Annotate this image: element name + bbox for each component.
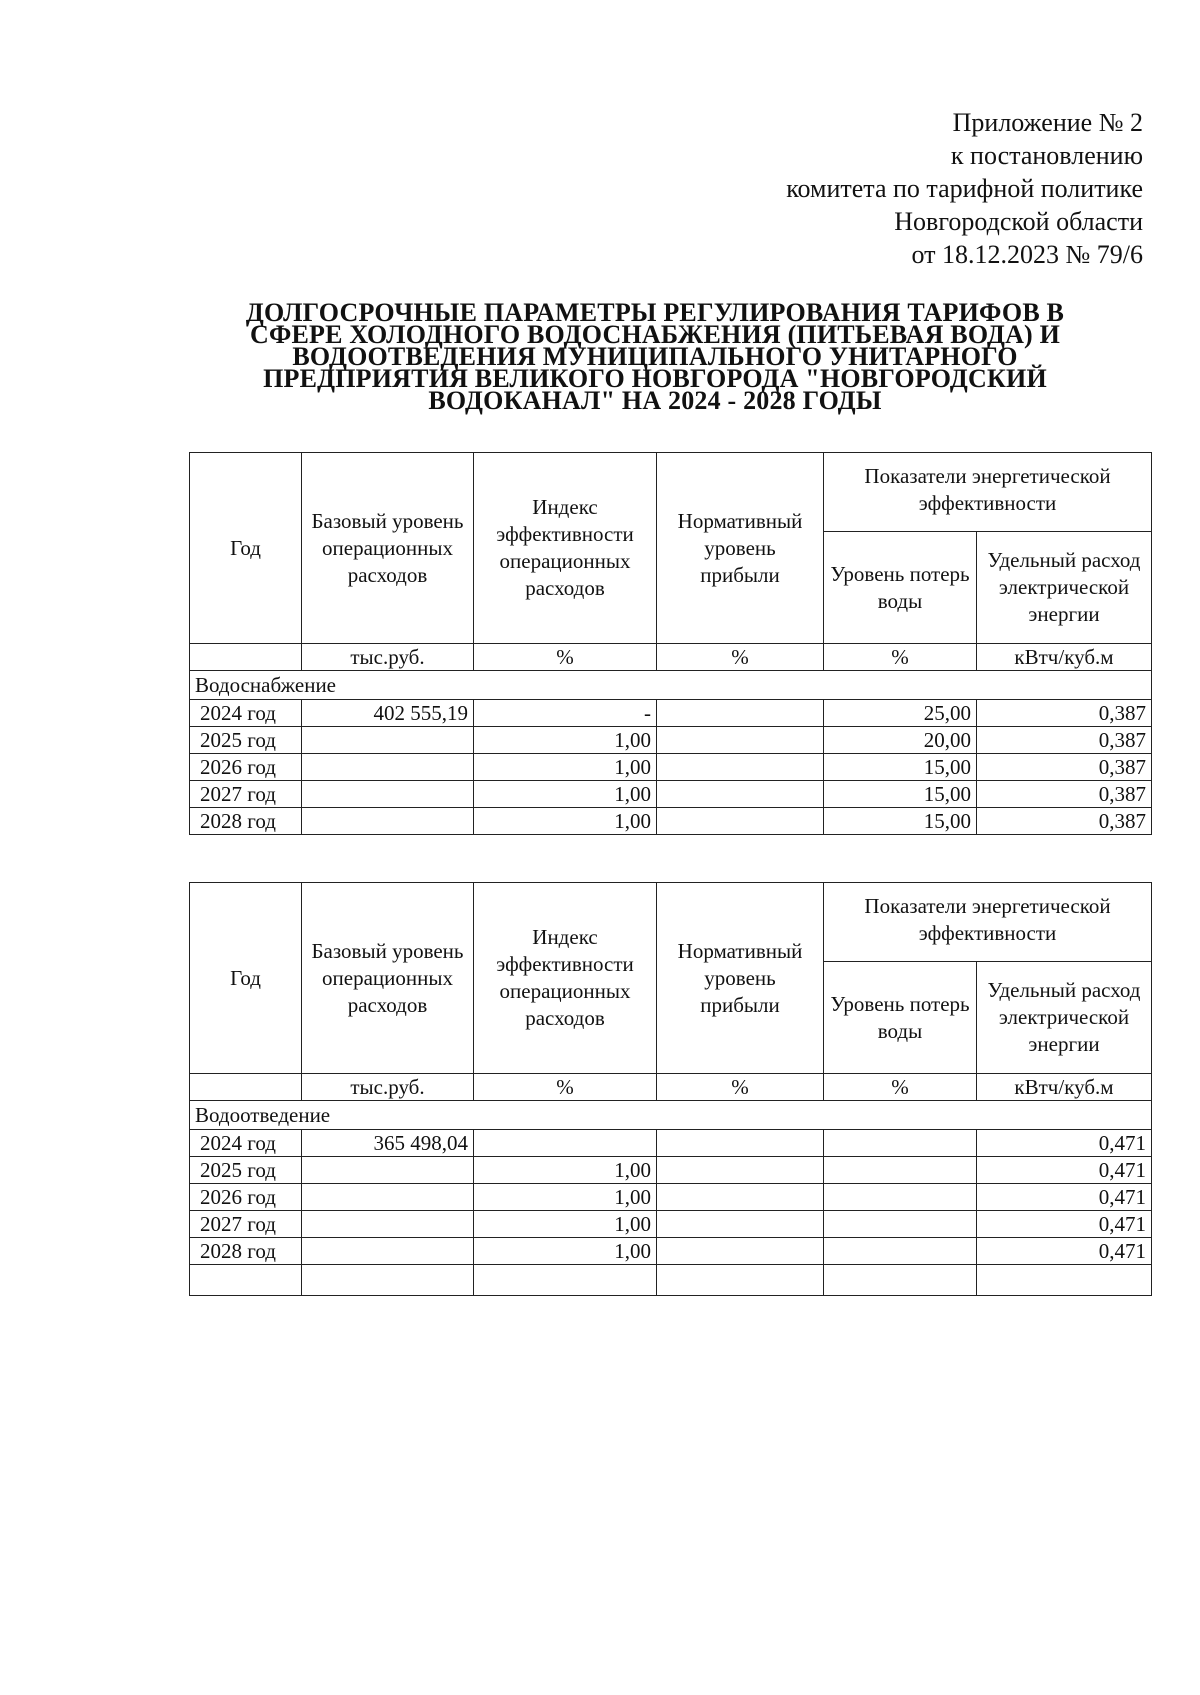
- cell-losses: [824, 1130, 977, 1157]
- unit-cell: %: [474, 644, 657, 671]
- unit-cell: %: [474, 1074, 657, 1101]
- appendix-line: к постановлению: [950, 141, 1143, 170]
- cell-electricity: 0,387: [977, 727, 1152, 754]
- cell-year: 2026 год: [190, 754, 302, 781]
- cell-year: 2027 год: [190, 1211, 302, 1238]
- table-row: [190, 1157, 1152, 1184]
- col-header-energy: Показатели энергетической эффективности: [824, 453, 1152, 532]
- cell-electricity: 0,387: [977, 808, 1152, 835]
- title-line: ВОДООТВЕДЕНИЯ МУНИЦИПАЛЬНОГО УНИТАРНОГО: [292, 342, 1018, 371]
- cell-index: 1,00: [474, 1184, 657, 1211]
- table-row: [190, 700, 1152, 727]
- col-header-profit: Нормативный уровень прибыли: [657, 883, 824, 1074]
- table-row: [190, 808, 1152, 835]
- cell-profit: [657, 808, 824, 835]
- header-row: [190, 883, 1152, 962]
- cell-electricity: 0,387: [977, 781, 1152, 808]
- cell-index: 1,00: [474, 727, 657, 754]
- units-row: [190, 644, 1152, 671]
- table-row: [190, 1130, 1152, 1157]
- section-label: Водоснабжение: [190, 671, 1152, 700]
- cell-profit: [657, 1211, 824, 1238]
- cell-index: 1,00: [474, 754, 657, 781]
- empty-cell: [824, 1265, 977, 1296]
- cell-base: [302, 808, 474, 835]
- cell-losses: 15,00: [824, 808, 977, 835]
- cell-profit: [657, 754, 824, 781]
- cell-profit: [657, 781, 824, 808]
- cell-base: [302, 727, 474, 754]
- table-row: [190, 1211, 1152, 1238]
- unit-cell: %: [824, 644, 977, 671]
- unit-cell: тыс.руб.: [302, 1074, 474, 1101]
- unit-cell: %: [657, 644, 824, 671]
- cell-base: 402 555,19: [302, 700, 474, 727]
- cell-year: 2024 год: [190, 1130, 302, 1157]
- cell-index: 1,00: [474, 1238, 657, 1265]
- section-label: Водоотведение: [190, 1101, 1152, 1130]
- table-row: [190, 1184, 1152, 1211]
- cell-electricity: 0,387: [977, 700, 1152, 727]
- col-header-base: Базовый уровень операционных расходов: [302, 883, 474, 1074]
- cell-year: 2026 год: [190, 1184, 302, 1211]
- appendix-date-line: от 18.12.2023 № 79/6: [911, 240, 1143, 269]
- appendix-line: Новгородской области: [894, 207, 1143, 236]
- cell-year: 2028 год: [190, 808, 302, 835]
- cell-base: [302, 781, 474, 808]
- col-header-index: Индекс эффективности операционных расходов: [474, 883, 657, 1074]
- col-header-electricity: Удельный расход электрической энергии: [977, 962, 1152, 1074]
- table-row: [190, 727, 1152, 754]
- col-header-index: Индекс эффективности операционных расходов: [474, 453, 657, 644]
- document-title: [190, 298, 1120, 415]
- title-line: ВОДОКАНАЛ" НА 2024 - 2028 ГОДЫ: [428, 386, 882, 415]
- cell-index: 1,00: [474, 781, 657, 808]
- col-header-losses: Уровень потерь воды: [824, 532, 977, 644]
- cell-year: 2027 год: [190, 781, 302, 808]
- units-row: [190, 1074, 1152, 1101]
- cell-electricity: 0,471: [977, 1130, 1152, 1157]
- cell-electricity: 0,471: [977, 1184, 1152, 1211]
- empty-cell: [657, 1265, 824, 1296]
- cell-year: 2025 год: [190, 727, 302, 754]
- unit-cell: кВтч/куб.м: [977, 1074, 1152, 1101]
- empty-cell: [190, 1265, 302, 1296]
- empty-row: [190, 1265, 1152, 1296]
- cell-losses: 25,00: [824, 700, 977, 727]
- cell-base: [302, 1157, 474, 1184]
- section-row: [190, 671, 1152, 700]
- empty-cell: [302, 1265, 474, 1296]
- col-header-electricity: Удельный расход электрической энергии: [977, 532, 1152, 644]
- header-row: [190, 453, 1152, 532]
- cell-electricity: 0,471: [977, 1157, 1152, 1184]
- empty-cell: [474, 1265, 657, 1296]
- title-line: ДОЛГОСРОЧНЫЕ ПАРАМЕТРЫ РЕГУЛИРОВАНИЯ ТАРИФОВ В: [245, 298, 1065, 327]
- cell-profit: [657, 727, 824, 754]
- cell-losses: [824, 1157, 977, 1184]
- title-line: ПРЕДПРИЯТИЯ ВЕЛИКОГО НОВГОРОДА "НОВГОРОДСКИЙ: [263, 364, 1047, 393]
- col-header-year: Год: [190, 883, 302, 1074]
- cell-index: -: [474, 700, 657, 727]
- appendix-block: [786, 106, 1143, 271]
- empty-cell: [977, 1265, 1152, 1296]
- col-header-losses: Уровень потерь воды: [824, 962, 977, 1074]
- section-row: [190, 1101, 1152, 1130]
- cell-profit: [657, 1157, 824, 1184]
- cell-electricity: 0,471: [977, 1238, 1152, 1265]
- cell-electricity: 0,471: [977, 1211, 1152, 1238]
- appendix-line: Приложение № 2: [952, 108, 1143, 137]
- title-line: СФЕРЕ ХОЛОДНОГО ВОДОСНАБЖЕНИЯ (ПИТЬЕВАЯ ВОДА) И: [249, 320, 1061, 349]
- water-supply-table: [189, 452, 1152, 835]
- col-header-base: Базовый уровень операционных расходов: [302, 453, 474, 644]
- cell-base: [302, 1184, 474, 1211]
- appendix-line: комитета по тарифной политике: [786, 174, 1143, 203]
- unit-cell: кВтч/куб.м: [977, 644, 1152, 671]
- unit-cell: [190, 1074, 302, 1101]
- cell-year: 2028 год: [190, 1238, 302, 1265]
- cell-electricity: 0,387: [977, 754, 1152, 781]
- col-header-profit: Нормативный уровень прибыли: [657, 453, 824, 644]
- cell-base: 365 498,04: [302, 1130, 474, 1157]
- cell-losses: 15,00: [824, 781, 977, 808]
- unit-cell: [190, 644, 302, 671]
- cell-losses: [824, 1238, 977, 1265]
- cell-profit: [657, 1184, 824, 1211]
- cell-index: 1,00: [474, 1157, 657, 1184]
- cell-profit: [657, 1130, 824, 1157]
- cell-profit: [657, 1238, 824, 1265]
- cell-year: 2024 год: [190, 700, 302, 727]
- unit-cell: тыс.руб.: [302, 644, 474, 671]
- cell-index: 1,00: [474, 1211, 657, 1238]
- unit-cell: %: [824, 1074, 977, 1101]
- cell-losses: 20,00: [824, 727, 977, 754]
- cell-losses: [824, 1184, 977, 1211]
- cell-index: 1,00: [474, 808, 657, 835]
- col-header-energy: Показатели энергетической эффективности: [824, 883, 1152, 962]
- cell-profit: [657, 700, 824, 727]
- table-row: [190, 754, 1152, 781]
- cell-losses: 15,00: [824, 754, 977, 781]
- cell-index: [474, 1130, 657, 1157]
- cell-base: [302, 1238, 474, 1265]
- col-header-year: Год: [190, 453, 302, 644]
- cell-losses: [824, 1211, 977, 1238]
- unit-cell: %: [657, 1074, 824, 1101]
- cell-year: 2025 год: [190, 1157, 302, 1184]
- table-row: [190, 1238, 1152, 1265]
- cell-base: [302, 1211, 474, 1238]
- cell-base: [302, 754, 474, 781]
- table-row: [190, 781, 1152, 808]
- wastewater-table: [189, 882, 1152, 1296]
